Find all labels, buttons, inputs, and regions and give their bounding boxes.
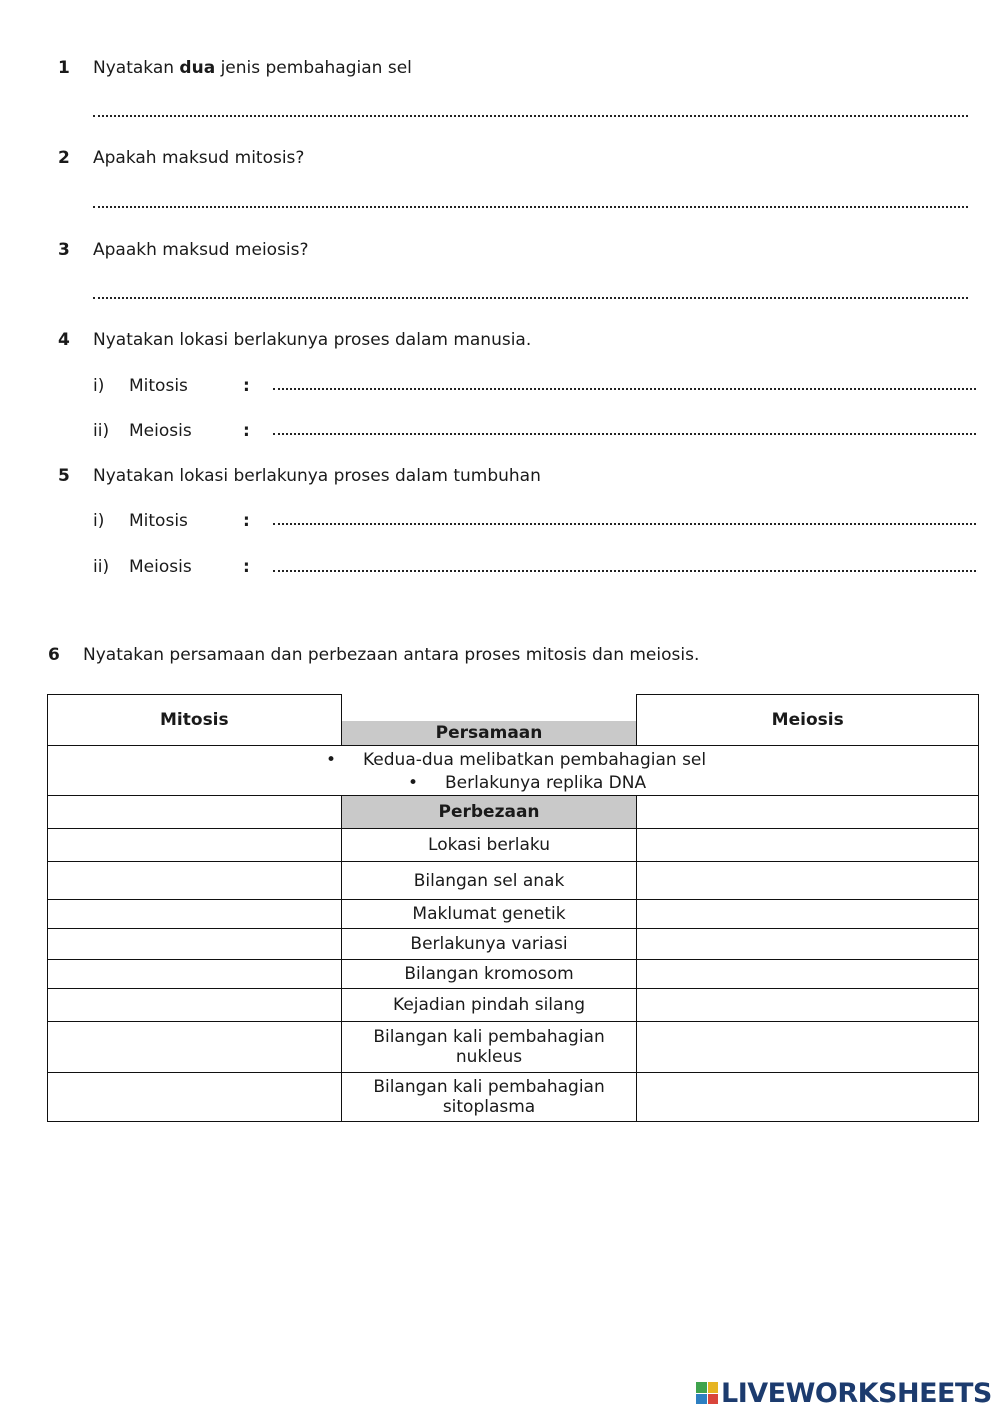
- criterion-cell: [341, 1022, 637, 1073]
- q5-item-2-colon: :: [243, 557, 250, 577]
- q5-answer-line-meiosis[interactable]: [273, 570, 976, 572]
- question-1-text-bold: dua: [179, 58, 216, 78]
- criterion-line1: Bilangan kali pembahagian: [373, 1027, 605, 1047]
- question-2-text: Apakah maksud mitosis?: [93, 148, 305, 168]
- q4-item-2-roman: ii): [93, 421, 110, 441]
- q4-item-2-colon: :: [243, 421, 250, 441]
- criterion-line1: Maklumat genetik: [412, 904, 566, 924]
- question-6-text: Nyatakan persamaan dan perbezaan antara proses mitosis dan meiosis.: [83, 645, 700, 665]
- answer-line-2[interactable]: [93, 206, 968, 208]
- similarity-bullet-1: •: [326, 749, 337, 770]
- q5-item-2-label: Meiosis: [129, 557, 192, 577]
- question-2-number: 2: [58, 148, 70, 168]
- mitosis-answer-cell[interactable]: [48, 989, 342, 1022]
- question-6-number: 6: [48, 645, 60, 665]
- mitosis-answer-cell[interactable]: [48, 900, 342, 929]
- criterion-line1: Bilangan kromosom: [404, 964, 574, 984]
- q5-answer-line-mitosis[interactable]: [273, 523, 976, 525]
- question-3-number: 3: [58, 240, 70, 260]
- similarities-cell: [48, 746, 979, 796]
- criterion-cell: [341, 829, 637, 862]
- criterion-line2: sitoplasma: [442, 1097, 536, 1117]
- perbezaan-right-blank: [637, 796, 979, 829]
- mitosis-answer-cell[interactable]: [48, 1073, 342, 1122]
- similarity-1: Kedua-dua melibatkan pembahagian sel: [363, 749, 707, 770]
- q5-item-1-roman: i): [93, 511, 105, 531]
- logo-wordmark: LIVEWORKSHEETS: [721, 1377, 992, 1409]
- comparison-table: [47, 694, 979, 1122]
- question-5-text: Nyatakan lokasi berlakunya proses dalam tumbuhan: [93, 466, 541, 486]
- q5-item-1-colon: :: [243, 511, 250, 531]
- persamaan-label: Persamaan: [342, 721, 637, 745]
- meiosis-answer-cell[interactable]: [637, 1073, 979, 1122]
- criterion-cell: [341, 862, 637, 900]
- perbezaan-label: Perbezaan: [341, 796, 637, 829]
- liveworksheets-logo[interactable]: [696, 1378, 992, 1408]
- header-meiosis: Meiosis: [637, 695, 979, 746]
- criterion-line1: Kejadian pindah silang: [393, 995, 586, 1015]
- perbezaan-left-blank: [48, 796, 342, 829]
- q4-answer-line-mitosis[interactable]: [273, 388, 976, 390]
- meiosis-answer-cell[interactable]: [637, 900, 979, 929]
- mitosis-answer-cell[interactable]: [48, 862, 342, 900]
- logo-mark-square: [708, 1394, 719, 1405]
- criterion-line2: nukleus: [455, 1047, 523, 1067]
- question-4-number: 4: [58, 330, 70, 350]
- criterion-line1: Lokasi berlaku: [428, 835, 551, 855]
- criterion-cell: [341, 929, 637, 960]
- header-middle: [341, 695, 637, 746]
- criterion-cell: [341, 1073, 637, 1122]
- criterion-line1: Bilangan kali pembahagian: [373, 1077, 605, 1097]
- header-mitosis: Mitosis: [48, 695, 342, 746]
- criterion-cell: [341, 900, 637, 929]
- q5-item-2-roman: ii): [93, 557, 110, 577]
- q4-item-1-roman: i): [93, 376, 105, 396]
- similarity-bullet-2: •: [408, 772, 419, 793]
- answer-line-3[interactable]: [93, 297, 968, 299]
- question-3-text: Apaakh maksud meiosis?: [93, 240, 309, 260]
- criterion-line1: Bilangan sel anak: [413, 870, 565, 891]
- answer-line-1[interactable]: [93, 115, 968, 117]
- q5-item-1-label: Mitosis: [129, 511, 188, 531]
- question-1-text-a: Nyatakan: [93, 58, 180, 78]
- question-1-text-b: jenis pembahagian sel: [215, 58, 412, 78]
- q4-item-1-colon: :: [243, 376, 250, 396]
- mitosis-answer-cell[interactable]: [48, 929, 342, 960]
- meiosis-answer-cell[interactable]: [637, 929, 979, 960]
- question-1-text: [93, 58, 412, 78]
- mitosis-answer-cell[interactable]: [48, 960, 342, 989]
- question-5-number: 5: [58, 466, 70, 486]
- meiosis-answer-cell[interactable]: [637, 1022, 979, 1073]
- similarity-2: Berlakunya replika DNA: [445, 772, 647, 793]
- meiosis-answer-cell[interactable]: [637, 862, 979, 900]
- criterion-cell: [341, 960, 637, 989]
- question-4-text: Nyatakan lokasi berlakunya proses dalam manusia.: [93, 330, 532, 350]
- meiosis-answer-cell[interactable]: [637, 829, 979, 862]
- mitosis-answer-cell[interactable]: [48, 1022, 342, 1073]
- meiosis-answer-cell[interactable]: [637, 960, 979, 989]
- logo-mark-square: [708, 1382, 719, 1393]
- logo-mark-icon: [696, 1382, 718, 1404]
- mitosis-answer-cell[interactable]: [48, 829, 342, 862]
- question-1-number: 1: [58, 58, 70, 78]
- logo-mark-square: [696, 1394, 707, 1405]
- meiosis-answer-cell[interactable]: [637, 989, 979, 1022]
- q4-item-2-label: Meiosis: [129, 421, 192, 441]
- criterion-line1: Berlakunya variasi: [410, 934, 568, 954]
- criterion-cell: [341, 989, 637, 1022]
- q4-item-1-label: Mitosis: [129, 376, 188, 396]
- q4-answer-line-meiosis[interactable]: [273, 433, 976, 435]
- logo-mark-square: [696, 1382, 707, 1393]
